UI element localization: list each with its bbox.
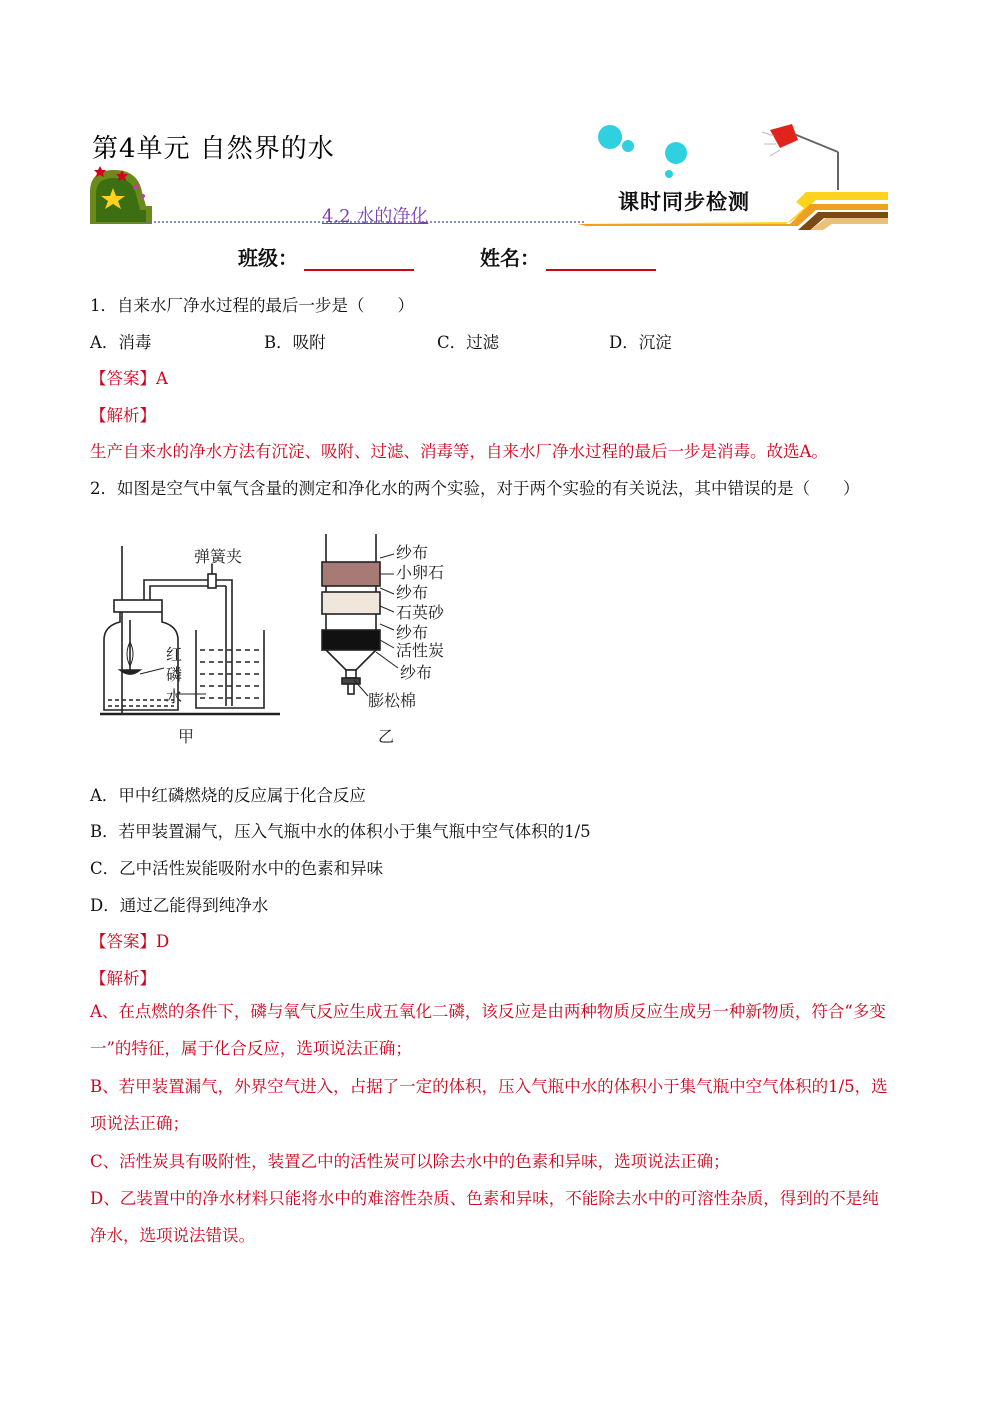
q2-stem: 2．如图是空气中氧气含量的测定和净化水的两个实验，对于两个实验的有关说法，其中错误的是（ ） <box>90 479 860 498</box>
label-red-2: 磷 <box>166 665 183 684</box>
star-emblem-icon <box>90 166 152 224</box>
q2-analysis-d: D、乙装置中的净水材料只能将水中的难溶性杂质、色素和异味，不能除去水中的可溶性杂质，得到的不是纯净水，选项说法错误。 <box>90 1189 879 1245</box>
q2-analysis-b: B、若甲装置漏气，外界空气进入，占据了一定的体积，压入气瓶中水的体积小于集气瓶中空气体积的1/5，选项说法正确； <box>90 1077 888 1133</box>
section-tag: 课时同步检测 <box>618 190 750 214</box>
class-blank[interactable] <box>304 245 414 271</box>
q2-option-b: B．若甲装置漏气，压入气瓶中水的体积小于集气瓶中空气体积的1/5 <box>90 822 591 841</box>
q2-answer-label: 【答案】 <box>90 932 156 951</box>
q1-analysis-label: 【解析】 <box>90 406 156 425</box>
class-label: 班级： <box>238 246 298 270</box>
q1-option-c: C．过滤 <box>437 333 500 352</box>
caption-yi: 乙 <box>378 727 395 746</box>
name-field <box>480 242 656 271</box>
lesson-title: 4.2 水的净化 <box>322 206 429 227</box>
label-red-1: 红 <box>166 645 183 664</box>
q2-analysis-c: C、活性炭具有吸附性，装置乙中的活性炭可以除去水中的色素和异味，选项说法正确； <box>90 1152 730 1171</box>
q1-option-b: B．吸附 <box>264 333 326 352</box>
q1-stem: 1．自来水厂净水过程的最后一步是（ ） <box>90 296 414 315</box>
class-field <box>238 242 414 271</box>
label-gauze-3: 纱布 <box>396 623 429 642</box>
q2-answer-value: D <box>156 932 170 951</box>
q1-analysis: 生产自来水的净水方法有沉淀、吸附、过滤、消毒等，自来水厂净水过程的最后一步是消毒。故选A。 <box>90 442 828 461</box>
q1-answer <box>90 365 168 389</box>
q2-analysis-label: 【解析】 <box>90 969 156 988</box>
label-clip: 弹簧夹 <box>194 547 243 566</box>
q2-option-d: D．通过乙能得到纯净水 <box>90 896 269 915</box>
desk-lamp-icon <box>762 124 838 190</box>
label-cotton: 膨松棉 <box>368 691 417 710</box>
q2-option-a: A．甲中红磷燃烧的反应属于化合反应 <box>90 786 366 805</box>
name-blank[interactable] <box>546 245 656 271</box>
label-pebbles: 小卵石 <box>396 563 445 582</box>
unit-title: 第4单元 自然界的水 <box>92 134 335 164</box>
q1-answer-label: 【答案】 <box>90 369 156 388</box>
label-gauze-1: 纱布 <box>396 543 429 562</box>
name-label: 姓名： <box>480 246 540 270</box>
q1-answer-value: A <box>156 369 168 388</box>
caption-jia: 甲 <box>178 727 195 746</box>
apparatus-jia <box>100 546 280 714</box>
bubbles-icon <box>598 125 687 178</box>
label-gauze-2: 纱布 <box>396 583 429 602</box>
apparatus-yi <box>322 534 398 696</box>
label-gauze-4: 纱布 <box>400 663 433 682</box>
q1-option-a: A．消毒 <box>90 333 152 352</box>
experiment-figure <box>96 530 476 750</box>
q2-option-c: C．乙中活性炭能吸附水中的色素和异味 <box>90 859 384 878</box>
q1-option-d: D．沉淀 <box>609 333 672 352</box>
q2-answer <box>90 928 169 952</box>
label-water: 水 <box>166 687 183 706</box>
label-activated-carbon: 活性炭 <box>396 641 445 660</box>
label-quartz-sand: 石英砂 <box>396 603 445 622</box>
q2-analysis-a: A、在点燃的条件下，磷与氧气反应生成五氧化二磷，该反应是由两种物质反应生成另一种新物质，符合“多变一”的特征，属于化合反应，选项说法正确； <box>90 1002 886 1058</box>
